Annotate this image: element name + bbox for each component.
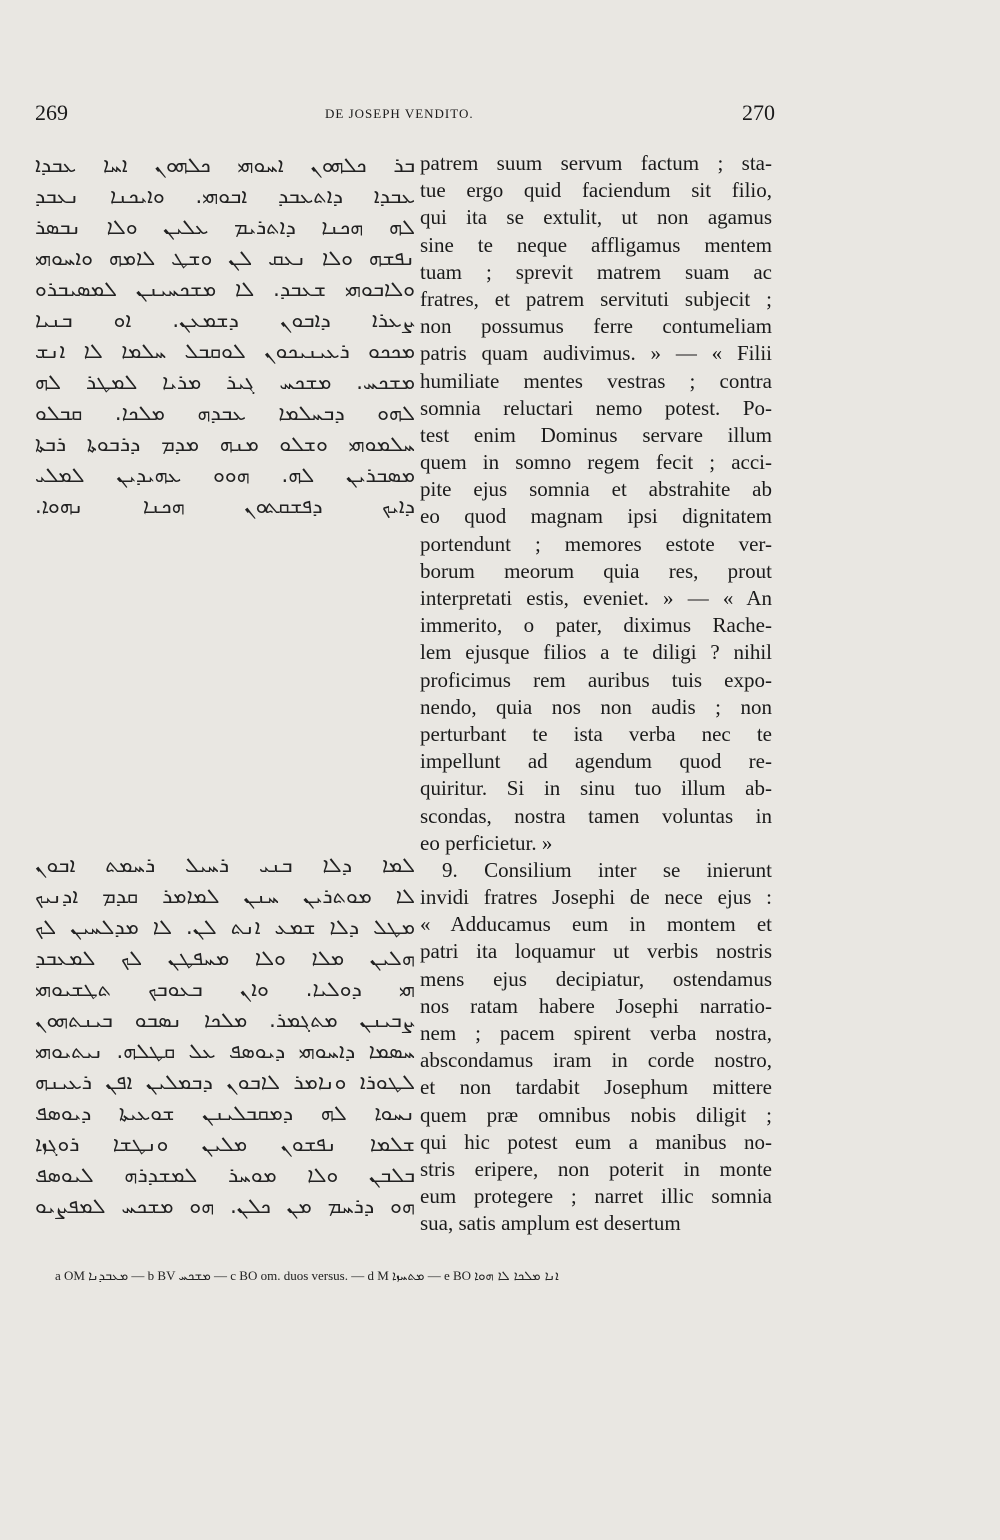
latin-line: humiliate mentes vestras ; contra: [420, 368, 772, 393]
latin-line: quem præ omnibus nobis diligit ;: [420, 1102, 772, 1127]
latin-line: quiritur. Si in sinu tuo illum ab-: [420, 776, 772, 801]
latin-line: tuam ; sprevit matrem suam ac: [420, 259, 772, 284]
page-number-right: 270: [742, 100, 775, 125]
latin-line: nos ratam habere Josephi narratio-: [420, 993, 772, 1018]
footnote-e-syriac: ܐܢܐ ܡܠܟܐ ܠܐ ܗܘܐ: [474, 1269, 559, 1284]
latin-line: portendunt ; memores estote ver-: [420, 531, 772, 556]
syriac-line: ܢܚܘܐ ܠܗ ܕܡܩܒܠܝܢܢ ܫܘܥܝܬܐ ܕܝܘܣܦ: [35, 1101, 415, 1125]
latin-line: somnia reluctari nemo potest. Po-: [420, 395, 772, 420]
latin-line: proficimus rem auribus tuis expo-: [420, 667, 772, 692]
latin-line: eum protegere ; narret illic somnia: [420, 1184, 772, 1209]
running-title: DE JOSEPH VENDITO.: [325, 106, 474, 121]
footnote-d-syriac: ܡܬܚܙܐ: [392, 1269, 425, 1284]
syriac-line: ܗܘ ܕܪܚܡ ܡܢ ܟܠܢ. ܗܘ ܡܫܟܚ ܠܡܦܨܝܘ: [35, 1194, 415, 1218]
latin-line: eo quod magnam ipsi dignitatem: [420, 504, 772, 529]
syriac-line: ܢܦܫܗ ܘܠܐ ܢܥܩ ܠܢ ܘܫܛ ܠܐܡܗ ܘܐܚܘܗܝ: [35, 246, 415, 270]
latin-line: patris quam audivimus. » — « Filii: [420, 341, 772, 366]
syriac-line: ܡܟܟܘ ܪܥܝܢܝܟܘܢ ܠܘܩܒܠ ܚܠܡܐ ܠܐ ܐܢܫ: [35, 339, 415, 363]
latin-line: borum meorum quia res, prout: [420, 558, 772, 583]
syriac-line: ܗܠܝܢ ܡܠܐ ܘܠܐ ܡܚܦܛܢ ܠܟ ܠܡܥܒܕ: [35, 946, 415, 970]
latin-line: impellunt ad agendum quod re-: [420, 749, 772, 774]
footnote-b-label: — b BV: [131, 1268, 176, 1283]
latin-line: stris eripere, non poterit in monte: [420, 1156, 772, 1181]
latin-line: mens ejus decipiatur, ostendamus: [420, 966, 772, 991]
latin-line: tue ergo quid faciendum sit filio,: [420, 178, 772, 203]
latin-line: qui hic potest eum a manibus no-: [420, 1129, 772, 1154]
syriac-line: ܨܥܪܐ ܕܐܒܘܢ ܕܫܡܥܢ. ܐܘ ܒܢܝܐ: [35, 308, 415, 332]
syriac-line: ܕܐܝܟ ܕܦܫܩܬܘܢ ܗܟܢܐ ܢܗܘܐ.: [35, 494, 415, 518]
syriac-line: ܠܡܐ ܕܠܐ ܒܢܝ ܪܚܝܠ ܪܚܡܬ ܐܒܘܢ: [35, 853, 415, 877]
latin-line: sine te neque affligamus mentem: [420, 232, 772, 257]
latin-line: interpretati estis, eveniet. » — « An: [420, 586, 772, 610]
footnote-c-text: — c BO om. duos versus. — d M: [214, 1268, 389, 1283]
syriac-line: ܚܠܡܘܗܝ ܘܫܠܘ ܡܢܗ ܡܕܡ ܕܪܒܘܬܐ ܪܒܬܐ: [35, 432, 415, 456]
latin-line: immerito, o pater, diximus Rache-: [420, 613, 772, 638]
latin-line: nendo, quia nos non audis ; non: [420, 694, 772, 719]
syriac-line: ܗܝ ܕܘܠܝܐ. ܘܐܢ ܒܥܘܒܟ ܬܛܫܝܘܗܝ: [35, 977, 415, 1001]
syriac-line: ܚܣܡܐ ܕܐܚܘܗܝ ܕܝܘܣܦ ܥܠ ܩܛܠܗ. ܢܝܬܝܘܗܝ: [35, 1039, 415, 1063]
latin-line: quem in somno regem fecit ; acci-: [420, 450, 772, 475]
latin-line: 9. Consilium inter se inierunt: [442, 857, 772, 882]
syriac-line: ܠܐ ܡܘܬܪܝܢ ܚܢܢ ܠܡܐܡܪ ܩܕܡ ܐܕܢܝܟ: [35, 884, 415, 908]
footnote-b-syriac: ܡܫܟܚ: [178, 1269, 211, 1284]
latin-line: non possumus ferre contumeliam: [420, 314, 772, 339]
syriac-text-block-1: [35, 150, 415, 522]
latin-line: scondas, nostra tamen voluntas in: [420, 803, 772, 828]
syriac-line: ܠܗܘ ܕܒܚܠܡܐ ܥܒܕܗ ܡܠܟܐ. ܩܒܠܘ: [35, 401, 415, 425]
latin-line: et non tardabit Josephum mittere: [420, 1075, 772, 1100]
latin-line: fratres, et patrem servituti subjecit ;: [420, 286, 772, 311]
latin-line: perturbant te ista verba nec te: [420, 721, 772, 746]
latin-line: eo perficietur. »: [420, 830, 553, 855]
latin-line: nem ; pacem spirent verba nostra,: [420, 1021, 772, 1045]
latin-line: lem ejusque filios a te diligi ? nihil: [420, 640, 772, 665]
syriac-line: ܠܗ ܗܟܢܐ ܕܐܬܪܝܡ ܥܠܝܢ ܘܠܐ ܢܒܣܪ: [35, 215, 415, 239]
latin-line: invidi fratres Josephi de nece ejus :: [420, 885, 772, 910]
footnote-a-label: a OM: [55, 1268, 85, 1283]
syriac-line: ܡܣܒܪܝܢ ܠܗ. ܗܘܘ ܥܗܝܕܝܢ ܠܡܠܝ: [35, 463, 415, 487]
latin-line: patri ita loquamur ut verbis nostris: [420, 939, 772, 964]
footnote-e-label: — e BO: [427, 1268, 472, 1283]
latin-line: sua, satis amplum est desertum: [420, 1211, 681, 1236]
syriac-line: ܥܒܕܐ ܕܐܬܥܒܕ ܐܒܘܗܝ. ܘܐܝܟܢܐ ܢܥܒܕ: [35, 184, 415, 208]
latin-translation-column: [420, 150, 772, 1238]
syriac-line: ܒܠܒܢ ܘܠܐ ܡܘܚܪ ܠܡܫܕܪܗ ܠܝܘܣܦ: [35, 1163, 415, 1187]
latin-line: pite ejus somnia et abstrahite ab: [420, 477, 772, 502]
latin-line: qui ita se extulit, ut non agamus: [420, 205, 772, 230]
syriac-line: ܠܛܘܪܐ ܘܢܐܡܪ ܠܐܒܘܢ ܕܒܡܠܝܢ ܐܦܢ ܪܥܝܢܗ: [35, 1070, 415, 1094]
footnotes: [55, 1268, 775, 1284]
syriac-text-block-2: [35, 850, 415, 1222]
syriac-line: ܫܠܡܐ ܢܦܫܘܢ ܡܠܝܢ ܘܢܛܫܐ ܪܘܓܙܐ: [35, 1132, 415, 1156]
latin-line: test enim Dominus servare illum: [420, 422, 772, 447]
page-header: [35, 100, 775, 132]
syriac-line: ܒܪ ܟܠܗܘܢ ܐܚܘܗܝ ܟܠܗܘܢ ܐܚܐ ܥܒܕܐ: [35, 153, 415, 177]
syriac-line: ܡܛܠ ܕܠܐ ܫܡܥ ܐܢܬ ܠܢ. ܠܐ ܡܕܠܚܝܢ ܠܟ: [35, 915, 415, 939]
syriac-line: ܡܫܟܚ. ܡܫܟܚ ܓܝܪ ܡܪܝܐ ܠܡܛܪ ܠܗ: [35, 370, 415, 394]
latin-line: patrem suum servum factum ; sta-: [420, 151, 772, 175]
page-number-left: 269: [35, 100, 68, 125]
footnote-a-syriac: ܡܥܒܕܢܐ: [88, 1269, 129, 1284]
latin-line: « Adducamus eum in montem et: [420, 912, 772, 937]
latin-line: abscondamus iram in corde nostro,: [420, 1048, 772, 1073]
syriac-line: ܘܠܐܒܘܗܝ ܫܥܒܕ. ܠܐ ܡܫܟܚܝܢܢ ܠܡܣܝܒܪܘ: [35, 277, 415, 301]
syriac-line: ܨܒܝܢܢ ܡܬܓܡܪ. ܡܠܟܐ ܢܣܒܘ ܒܝܢܬܗܘܢ: [35, 1008, 415, 1032]
